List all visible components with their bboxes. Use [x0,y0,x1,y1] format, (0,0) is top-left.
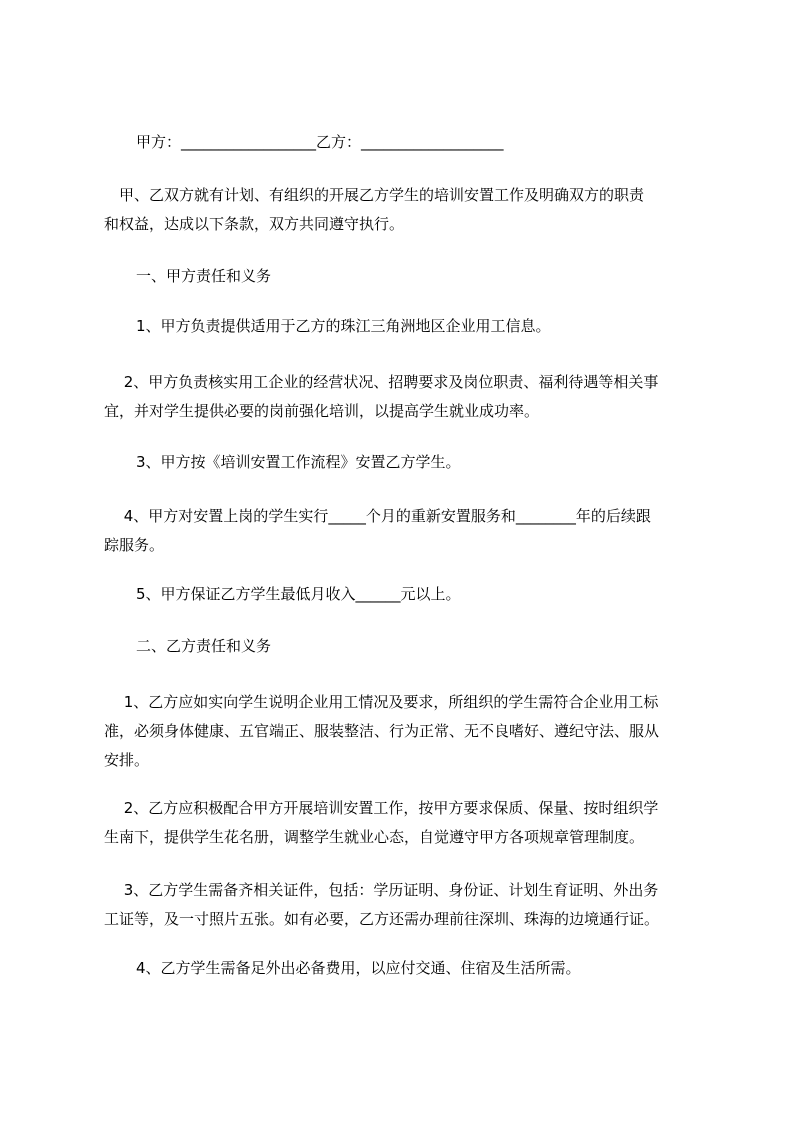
section-2-item-1-line-1: 1、乙方应如实向学生说明企业用工情况及要求，所组织的学生需符合企业用工标 [104,693,659,711]
section-2-item-1-line-2: 准，必须身体健康、五官端正、服装整洁、行为正常、无不良嗜好、遵纪守法、服从 [104,722,660,740]
intro-paragraph [104,181,708,239]
section-1-item-4-line-2: 踪服务。 [104,536,165,554]
section-2-item-2-line-1: 2、乙方应积极配合甲方开展培训安置工作，按甲方要求保质、保量、按时组织学 [104,799,659,817]
section-1-heading: 一、甲方责任和义务 [136,267,272,285]
section-1-item-2 [104,368,708,426]
section-2-item-2-line-2: 生南下，提供学生花名册，调整学生就业心态，自觉遵守甲方各项规章管理制度。 [104,828,645,846]
section-1-item-4 [104,502,708,560]
section-2-item-3-line-2: 工证等，及一寸照片五张。如有必要，乙方还需办理前往深圳、珠海的边境通行证。 [104,910,660,928]
section-2-item-4: 4、乙方学生需备足外出必备费用，以应付交通、住宿及生活所需。 [136,959,581,977]
section-1-item-3: 3、甲方按《培训安置工作流程》安置乙方学生。 [136,453,461,471]
section-2-item-3-line-1: 3、乙方学生需备齐相关证件，包括：学历证明、身份证、计划生育证明、外出务 [104,881,659,899]
intro-line-2: 和权益，达成以下条款，双方共同遵守执行。 [104,215,405,233]
section-2-heading: 二、乙方责任和义务 [136,637,272,655]
section-1-item-1: 1、甲方负责提供适用于乙方的珠江三角洲地区企业用工信息。 [136,317,551,335]
section-2-item-2 [104,794,708,852]
section-2-item-1-line-3: 安排。 [104,751,150,769]
section-2-item-3 [104,876,708,934]
section-1-item-2-line-1: 2、甲方负责核实用工企业的经营状况、招聘要求及岗位职责、福利待遇等相关事 [104,373,659,391]
intro-line-1: 甲、乙双方就有计划、有组织的开展乙方学生的培训安置工作及明确双方的职责 [104,186,645,204]
section-2-item-1 [104,688,708,775]
parties-line: 甲方：__________________乙方：___________________ [136,133,504,151]
section-1-item-2-line-2: 宜，并对学生提供必要的岗前强化培训，以提高学生就业成功率。 [104,402,540,420]
section-1-item-4-line-1: 4、甲方对安置上岗的学生实行_____个月的重新安置服务和________年的后续跟 [104,507,651,525]
section-1-item-5: 5、甲方保证乙方学生最低月收入______元以上。 [136,585,461,603]
